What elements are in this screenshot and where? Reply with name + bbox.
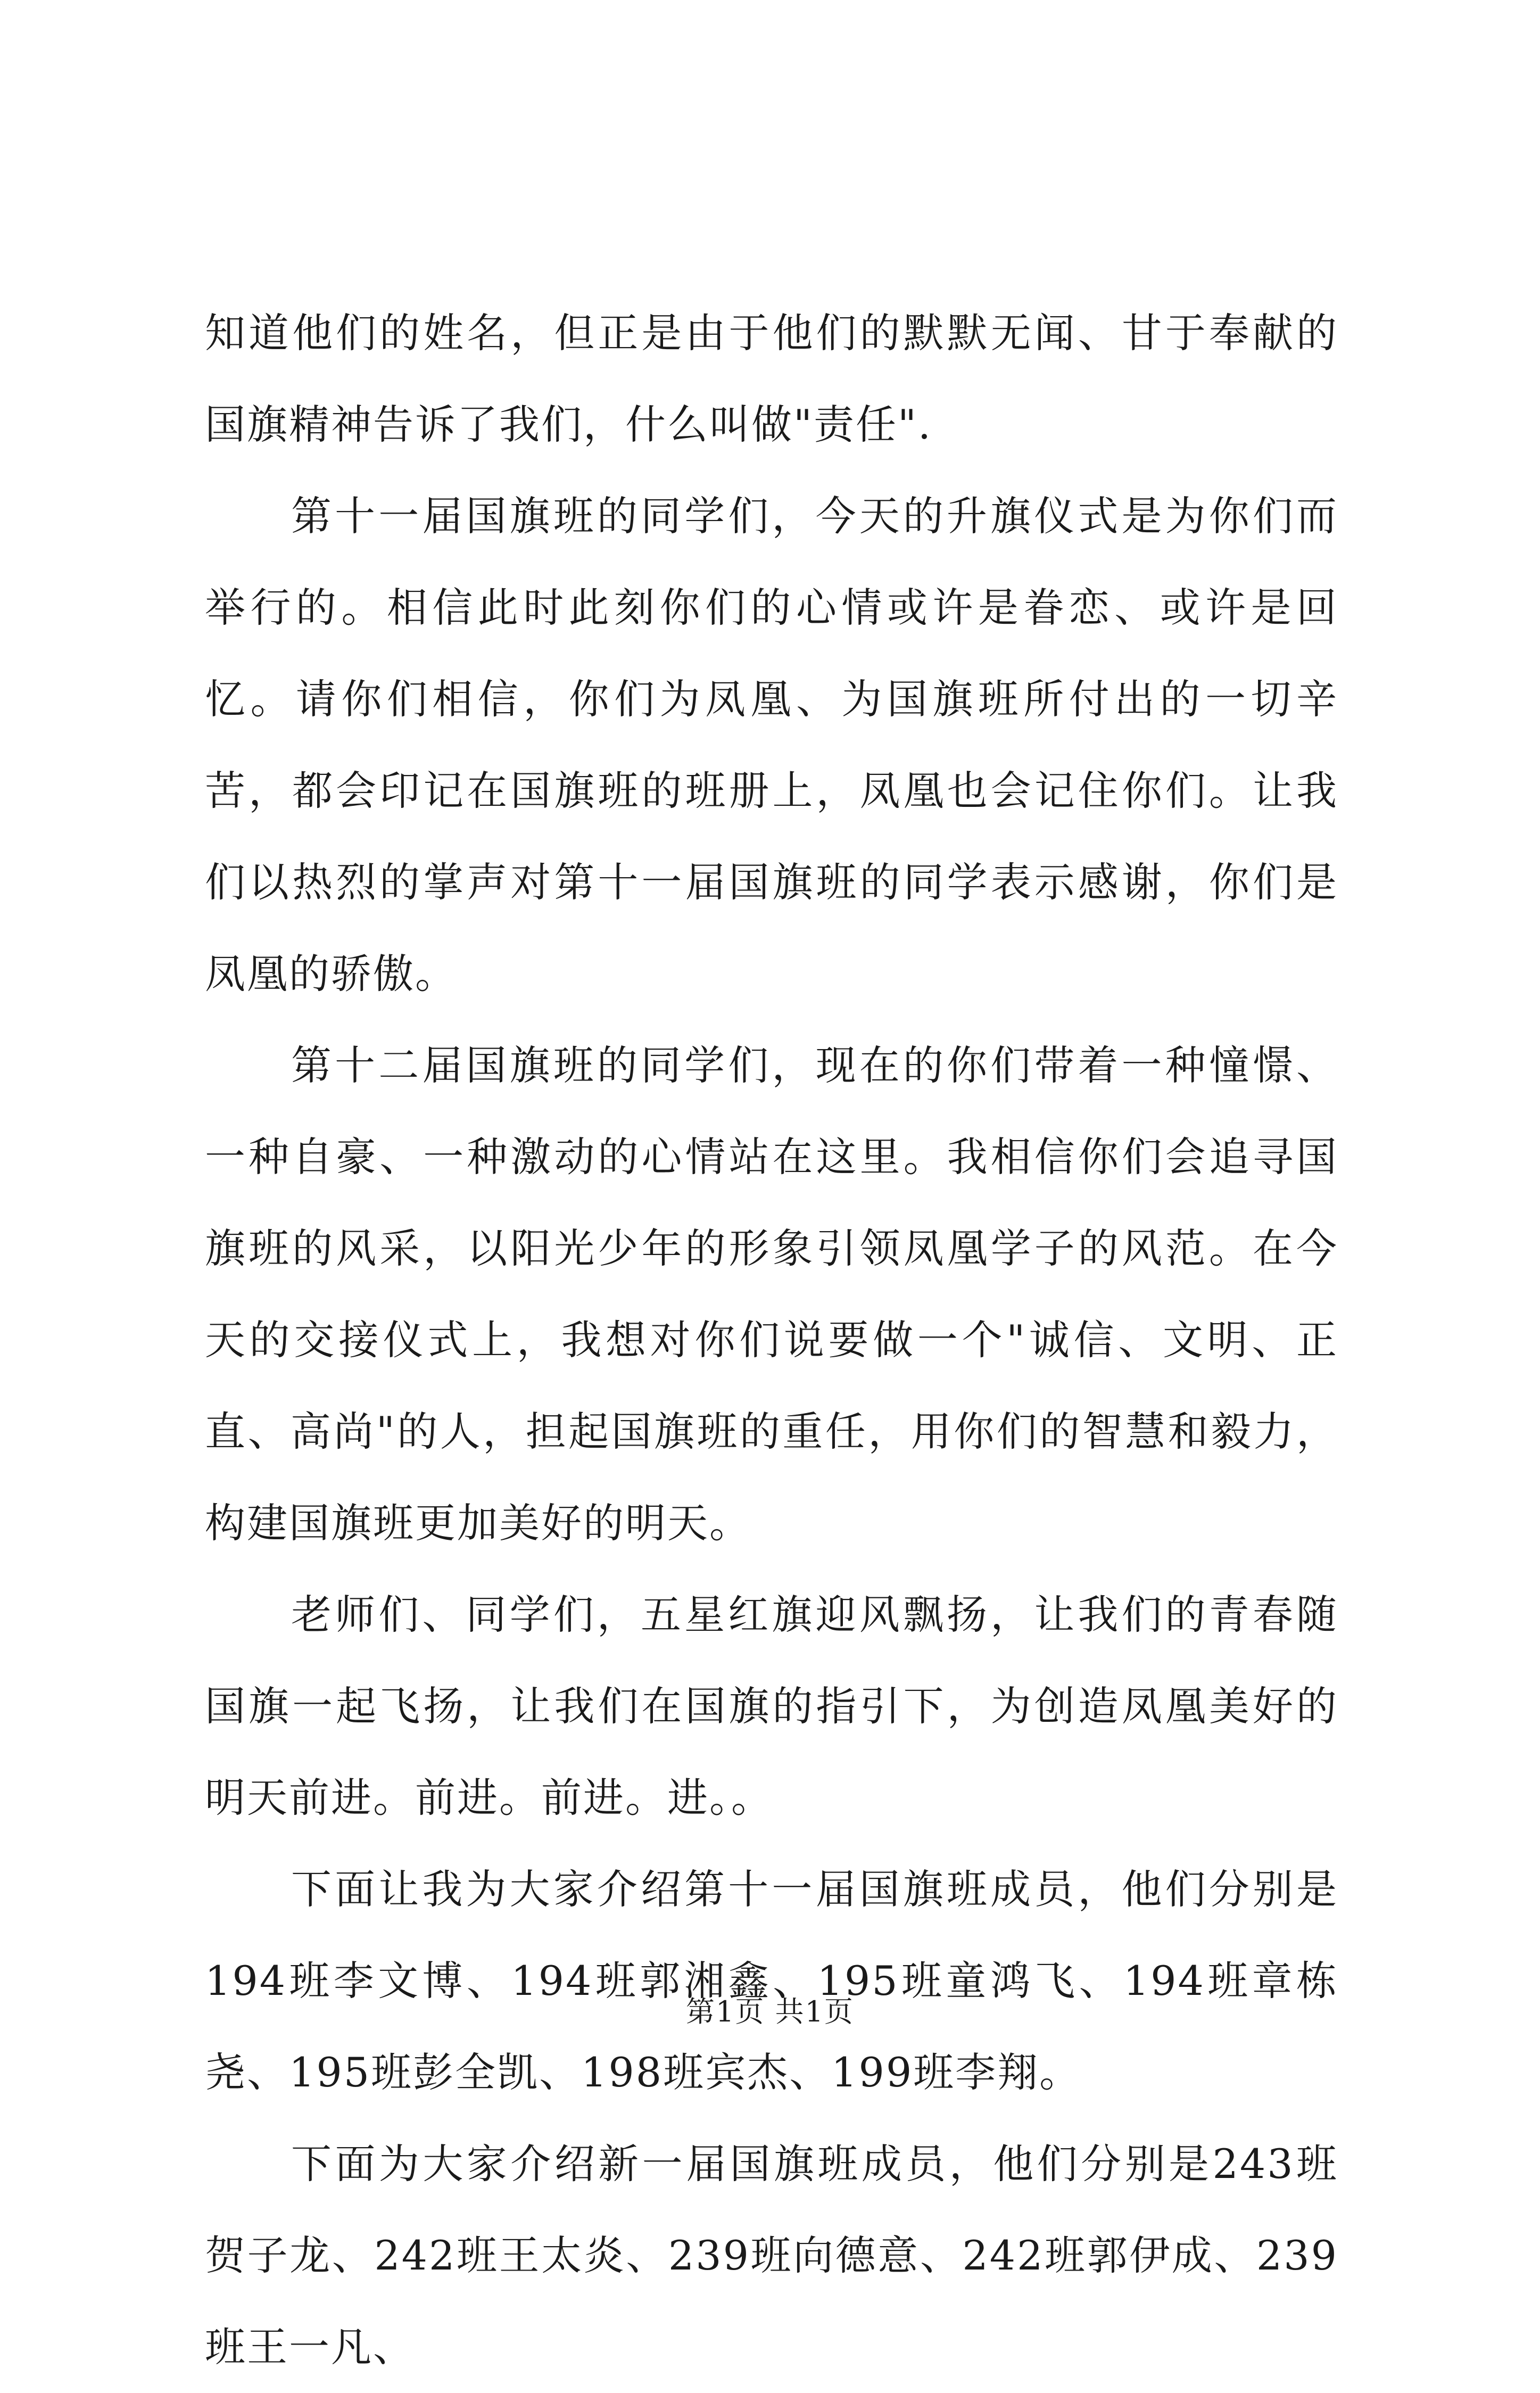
document-body xyxy=(205,287,1338,2393)
paragraph-eleventh-members: 下面让我为大家介绍第十一届国旗班成员，他们分别是194班李文博、194班郭湘鑫、195班童鸿飞、194班章栋尧、195班彭全凯、198班宾杰、199班李翔。 xyxy=(205,1866,1338,2096)
paragraph-new-members: 下面为大家介绍新一届国旗班成员，他们分别是243班贺子龙、242班王太炎、239班向德意、242班郭伊成、239班王一凡、 xyxy=(205,2140,1338,2371)
paragraph-closing-appeal: 老师们、同学们，五星红旗迎风飘扬，让我们的青春随国旗一起飞扬，让我们在国旗的指引下，为创造凤凰美好的明天前进。前进。前进。进。。 xyxy=(205,1591,1338,1821)
paragraph-twelfth-class: 第十二届国旗班的同学们，现在的你们带着一种憧憬、一种自豪、一种激动的心情站在这里。我相信你们会追寻国旗班的风采，以阳光少年的形象引领凤凰学子的风范。在今天的交接仪式上，我想对你们说要做一个"诚信、文明、正直、高尚"的人，担起国旗班的重任，用你们的智慧和毅力，构建国旗班更加美好的明天。 xyxy=(205,1042,1338,1547)
paragraph-eleventh-class: 第十一届国旗班的同学们，今天的升旗仪式是为你们而举行的。相信此时此刻你们的心情或许是眷恋、或许是回忆。请你们相信，你们为凤凰、为国旗班所付出的一切辛苦，都会印记在国旗班的班册上，凤凰也会记住你们。让我们以热烈的掌声对第十一届国旗班的同学表示感谢，你们是凤凰的骄傲。 xyxy=(205,492,1338,997)
paragraph-continuation: 知道他们的姓名，但正是由于他们的默默无闻、甘于奉献的国旗精神告诉了我们，什么叫做"责任". xyxy=(205,309,1338,448)
page-number-footer: 第1页 共1页 xyxy=(686,1995,854,2028)
